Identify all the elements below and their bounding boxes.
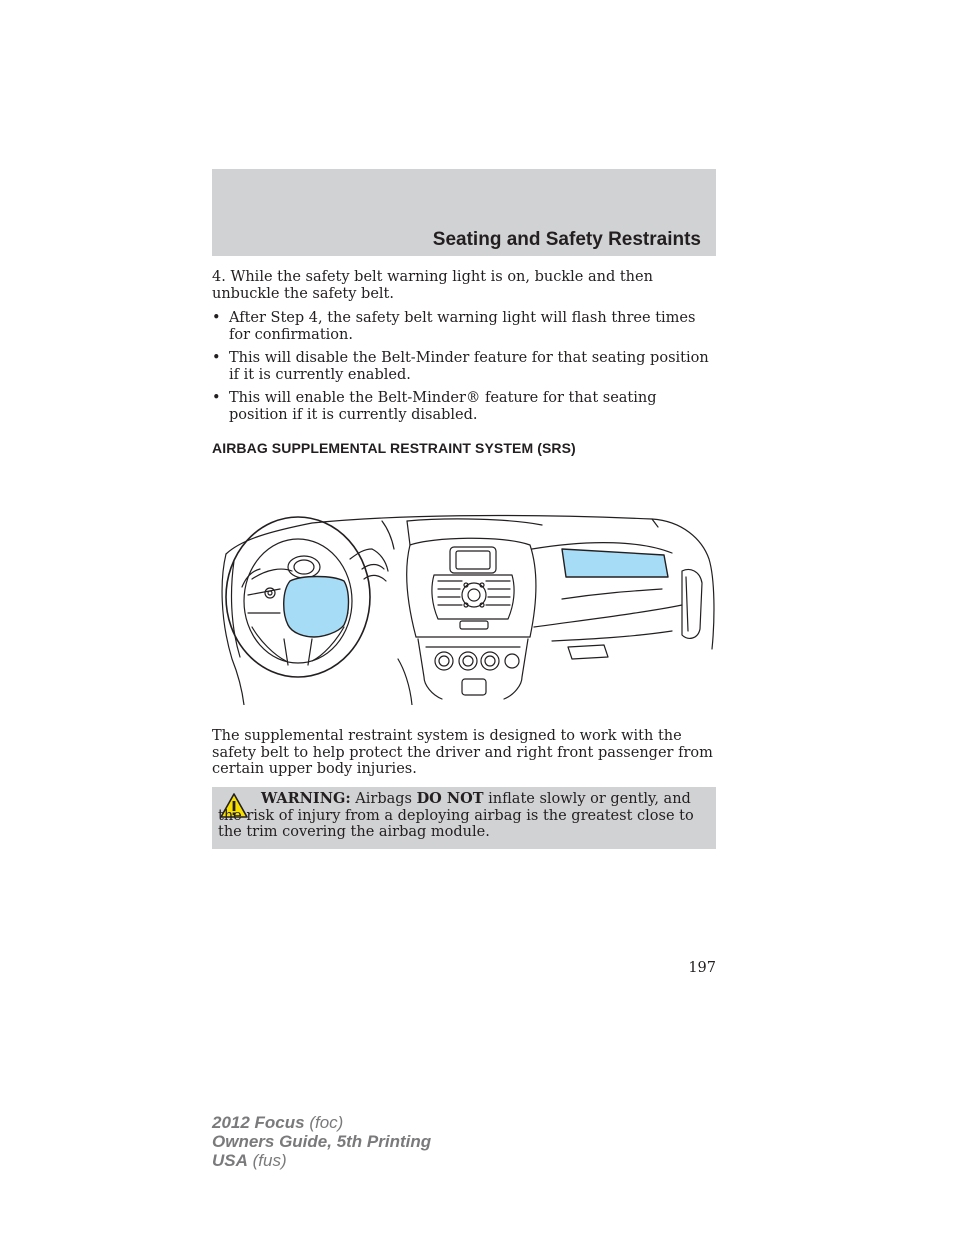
page-title: Seating and Safety Restraints	[432, 229, 701, 250]
footer	[212, 1113, 431, 1170]
section-heading: AIRBAG SUPPLEMENTAL RESTRAINT SYSTEM (SRS)	[212, 440, 576, 456]
page-number: 197	[688, 960, 716, 976]
header-band	[212, 169, 716, 256]
warning-text-part: inflate slowly or gently, and the risk of injury from a deploying airbag is the greatest close to the trim covering the airbag module.	[218, 791, 694, 840]
bullet-symbol: •	[212, 390, 221, 406]
list-item	[212, 310, 717, 343]
footer-region-code: (fus)	[247, 1151, 287, 1170]
dashboard-airbag-illustration	[212, 509, 716, 705]
list-item-text: This will disable the Belt-Minder feature for that seating position if it is currently enabled.	[229, 350, 709, 383]
step-4-text: 4. While the safety belt warning light is on, buckle and then unbuckle the safety belt.	[212, 269, 653, 302]
list-item-text: After Step 4, the safety belt warning light will flash three times for confirmation.	[229, 310, 696, 343]
footer-model-code: (foc)	[304, 1113, 344, 1132]
bullet-symbol: •	[212, 310, 221, 326]
bullet-symbol: •	[212, 350, 221, 366]
footer-guide: Owners Guide, 5th Printing	[212, 1132, 432, 1151]
list-item-text: This will enable the Belt-Minder® feature for that seating position if it is currently disabled.	[229, 390, 657, 423]
list-item	[212, 390, 717, 423]
footer-region: USA	[212, 1151, 248, 1170]
srs-description: The supplemental restraint system is designed to work with the safety belt to help protect the driver and right front passenger from certain upper body injuries.	[212, 728, 713, 777]
warning-emphasis: DO NOT	[416, 790, 484, 807]
footer-model: 2012 Focus	[212, 1113, 305, 1132]
warning-text-part: Airbags	[350, 791, 417, 807]
list-item	[212, 350, 717, 383]
warning-box	[212, 787, 716, 849]
warning-label: WARNING:	[261, 790, 351, 807]
warning-text	[218, 791, 708, 841]
